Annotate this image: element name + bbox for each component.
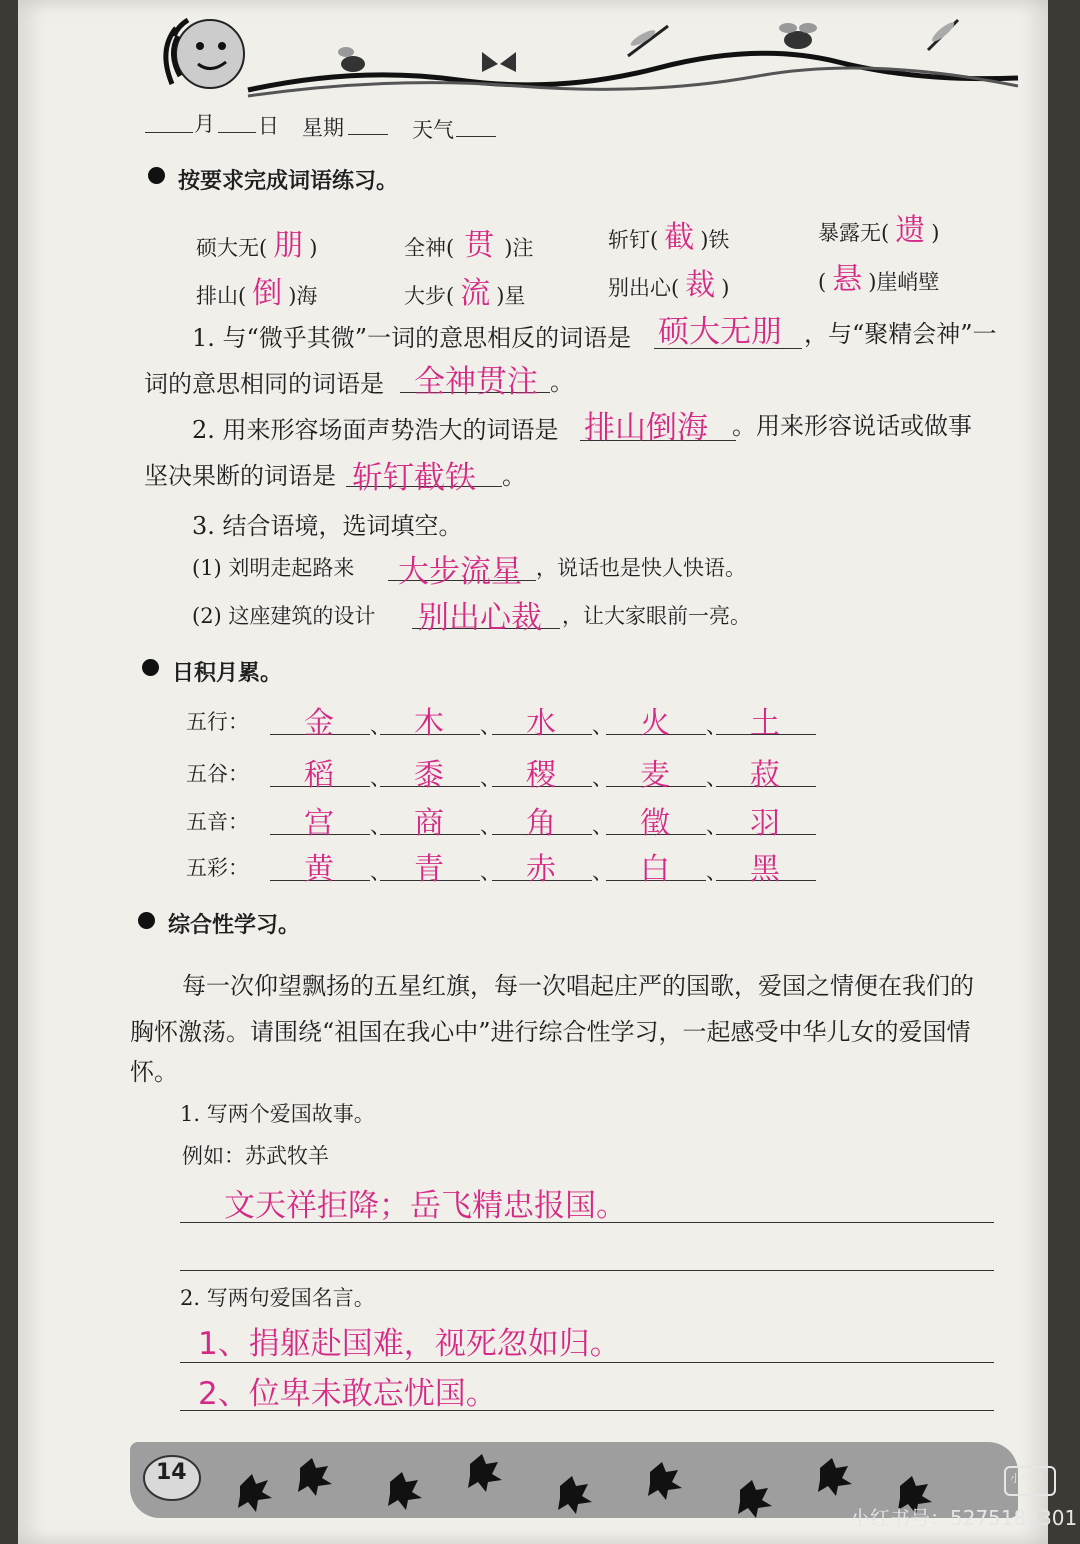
handwritten-answer: 火 xyxy=(640,706,670,741)
paragraph-text: 每一次仰望飘扬的五星红旗，每一次唱起庄严的国歌，爱国之情便在我们的 xyxy=(182,972,974,1000)
separator: 、 xyxy=(592,714,613,738)
bee-icon-2 xyxy=(779,23,817,49)
category-label: 五行： xyxy=(186,710,249,734)
separator: 、 xyxy=(592,860,613,884)
handwritten-answer: 土 xyxy=(750,706,780,741)
watermark-text: 小红书号：5275182301 xyxy=(850,1506,1078,1530)
separator: 、 xyxy=(480,860,501,884)
handwritten-answer: 羽 xyxy=(750,806,780,841)
handwritten-answer: 金 xyxy=(304,706,334,741)
separator: 、 xyxy=(706,766,727,790)
bullet-icon xyxy=(138,912,155,929)
category-label: 五音： xyxy=(186,810,249,834)
handwritten-answer: 赤 xyxy=(526,852,556,887)
handwritten-answer: 徵 xyxy=(640,806,670,841)
handwritten-answer: 斩钉截铁 xyxy=(352,460,476,496)
handwritten-answer: 排山倒海 xyxy=(584,410,708,446)
handwritten-answer: 宫 xyxy=(304,806,334,841)
question-text: 3. 结合语境，选词填空。 xyxy=(192,512,463,540)
handwritten-answer: 黑 xyxy=(750,852,780,887)
word-fill-item: 硕大无( 朋 ) xyxy=(196,228,318,263)
handwritten-answer: 1、捐躯赴国难，视死忽如归。 xyxy=(198,1326,621,1362)
question-text: 2. 写两句爱国名言。 xyxy=(180,1286,375,1310)
bullet-icon xyxy=(148,167,165,184)
word-fill-item: 别出心( 裁 ) xyxy=(608,268,730,303)
handwritten-answer: 硕大无朋 xyxy=(658,314,782,350)
handwritten-answer: 大步流星 xyxy=(398,554,522,590)
handwritten-answer: 商 xyxy=(414,806,444,841)
handwritten-answer: 流 xyxy=(460,276,491,311)
category-label: 五彩： xyxy=(186,856,249,880)
handwritten-answer: 黍 xyxy=(414,758,444,793)
butterfly-icon xyxy=(482,52,516,72)
handwritten-answer: 遗 xyxy=(895,213,926,248)
page-number: 14 xyxy=(156,1460,187,1485)
dragonfly-icon xyxy=(628,26,668,56)
handwritten-answer: 水 xyxy=(526,706,556,741)
word-fill-item: ( 悬 )崖峭壁 xyxy=(818,262,940,297)
word-fill-item: 排山( 倒 )海 xyxy=(196,276,318,311)
handwritten-answer: 白 xyxy=(640,852,670,887)
separator: 、 xyxy=(370,714,391,738)
separator: 、 xyxy=(480,814,501,838)
month-label: 月 xyxy=(194,112,215,136)
handwritten-answer: 青 xyxy=(414,852,444,887)
watermark-logo: 小红书 xyxy=(1004,1466,1056,1496)
bullet-icon xyxy=(142,659,159,676)
handwritten-answer: 稻 xyxy=(304,758,334,793)
handwritten-answer: 菽 xyxy=(750,758,780,793)
question-text: 1. 与“微乎其微”一词的意思相反的词语是 xyxy=(192,324,632,352)
handwritten-answer: 别出心裁 xyxy=(418,600,542,636)
separator: 、 xyxy=(370,860,391,884)
dragonfly-icon-2 xyxy=(928,20,958,50)
weekday-label: 星期 xyxy=(302,116,344,140)
handwritten-answer: 黄 xyxy=(304,852,334,887)
handwritten-answer: 截 xyxy=(664,220,695,255)
separator: 、 xyxy=(370,766,391,790)
handwritten-answer: 木 xyxy=(414,706,444,741)
handwritten-answer: 倒 xyxy=(252,276,283,311)
separator: 、 xyxy=(592,766,613,790)
day-label: 日 xyxy=(258,114,279,138)
separator: 、 xyxy=(706,860,727,884)
handwritten-answer: 朋 xyxy=(273,228,304,263)
handwritten-answer: 麦 xyxy=(640,758,670,793)
word-fill-item: 暴露无( 遗 ) xyxy=(818,213,940,248)
sun-icon xyxy=(166,20,244,88)
section-title: 日积月累。 xyxy=(172,661,283,686)
section-title: 综合性学习。 xyxy=(168,913,301,938)
question-text: 1. 写两个爱国故事。 xyxy=(180,1102,375,1126)
handwritten-answer: 全神贯注 xyxy=(414,364,538,400)
handwritten-answer: 2、位卑未敢忘忧国。 xyxy=(198,1376,497,1412)
separator: 、 xyxy=(480,766,501,790)
example-text: 例如：苏武牧羊 xyxy=(182,1144,329,1168)
separator: 、 xyxy=(706,814,727,838)
separator: 、 xyxy=(370,814,391,838)
header-banner xyxy=(138,6,1028,102)
paragraph-text: 怀。 xyxy=(130,1058,178,1086)
question-text: 2. 用来形容场面声势浩大的词语是 xyxy=(192,416,559,444)
separator: 、 xyxy=(706,714,727,738)
separator: 、 xyxy=(592,814,613,838)
word-fill-item: 全神( 贯 )注 xyxy=(404,228,534,263)
handwritten-answer: 悬 xyxy=(832,262,863,297)
handwritten-answer: 稷 xyxy=(526,758,556,793)
bee-icon xyxy=(338,47,365,72)
section-title: 按要求完成词语练习。 xyxy=(178,169,399,194)
handwritten-answer: 文天祥拒降；岳飞精忠报国。 xyxy=(224,1188,627,1224)
workbook-page: 月 日 星期 天气 按要求完成词语练习。 硕大无( 朋 ) 全神( 贯 )注 斩钉( 截 )铁 暴露无( 遗 ) 排山( 倒 )海 大步( 流 )星 别出心( 裁 ) ( 悬 )崖峭壁 1. 与“微乎其微”一词的意思相反的词语是 硕大无朋 ，与“聚精会神”一 词的意思相同的词语是 全神贯注 。 2. 用来形容场面声势浩大的词语是 排山倒海 。用来形容说话或做事 坚决果断的词语是 斩钉截铁 。 3. 结合语境，选词填空。 (1) 刘明走起路来 大步流星 ，说话也是快人快语。 (2) 这座建筑的设计 别出心裁 ，让大家眼前一亮。 日积月累。 五行： 金 、 木 、 水 、 火 、 土 五谷： 稻 、 黍 、 稷 、 麦 、 菽 五音： 宫 、 商 、 角 、 徵 、 羽 五彩： 黄 、 青 、 赤 、 白 、 黑 综合性学习。 每一次仰望飘扬的五星红旗，每一次唱起庄严的国歌，爱国之情便在我们的 胸怀激荡。请围绕“祖国在我心中”进行综合性学习，一起感受中华儿女的爱国情 怀。 1. 写两个爱国故事。 例如：苏武牧羊 文天祥拒降；岳飞精忠报国。 2. 写两句爱国名言。 1、捐躯赴国难，视死忽如归。 2、位卑未敢忘忧国。 14 小红书 小红书号：5275182301 xyxy=(18,0,1048,1544)
weather-label: 天气 xyxy=(412,118,454,142)
handwritten-answer: 裁 xyxy=(685,268,716,303)
separator: 、 xyxy=(480,714,501,738)
handwritten-answer: 贯 xyxy=(464,228,495,263)
paragraph-text: 胸怀激荡。请围绕“祖国在我心中”进行综合性学习，一起感受中华儿女的爱国情 xyxy=(130,1018,971,1046)
handwritten-answer: 角 xyxy=(526,806,556,841)
word-fill-item: 斩钉( 截 )铁 xyxy=(608,220,730,255)
word-fill-item: 大步( 流 )星 xyxy=(404,276,526,311)
category-label: 五谷： xyxy=(186,762,249,786)
